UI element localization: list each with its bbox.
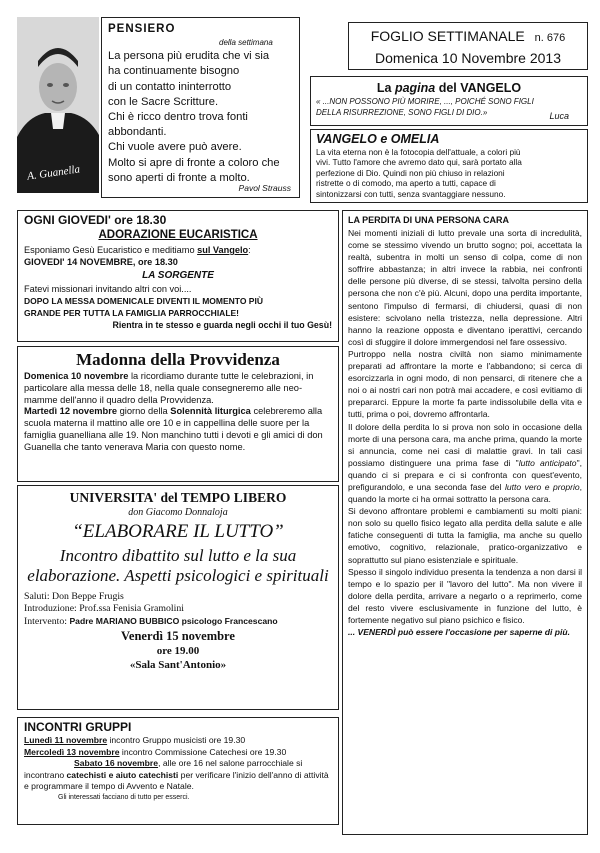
incontri-bold-text: catechisti e aiuto catechisti xyxy=(66,769,179,780)
perdita-italic: lutto vero e proprio xyxy=(504,481,580,492)
vangelo-title-pre: La xyxy=(376,81,395,95)
omelia-line: perfezione di Dio. Quindi non più chiuso in relazioni xyxy=(316,167,505,178)
foglio-header-box xyxy=(348,22,588,70)
madonna-paragraph xyxy=(24,371,332,406)
intervento-label: Intervento: xyxy=(24,616,70,627)
portrait-signature: A. Guanella xyxy=(26,163,81,183)
omelia-line: ristrette o di comodo, ma aperto a tutti, capace di xyxy=(316,178,496,189)
incontri-box xyxy=(17,717,339,825)
pensiero-title: PENSIERO xyxy=(108,23,176,35)
pensiero-subtitle: della settimana xyxy=(219,38,273,47)
adorazione-link-text: sul Vangelo xyxy=(197,245,249,255)
omelia-line: La vita eterna non è la fotocopia dell'attuale, a colori più xyxy=(316,147,521,157)
foglio-number: n. 676 xyxy=(534,32,566,44)
madonna-text: giorno della xyxy=(117,406,171,417)
foglio-title-row xyxy=(349,26,587,48)
incontri-text: incontro Commissione Catechesi ore 19.30 xyxy=(119,746,287,757)
incontri-title: INCONTRI GRUPPI xyxy=(24,720,132,734)
perdita-paragraph: Spesso il singolo individuo presenta la tendenza a non darsi il tempo e lo spazio per il "lavoro del lutto". Ma non vivere il dolore della perdita, arrivare a negarlo o a reprimerlo, come del resto vivere esclusivamente in funzione del lutto, è fortemente negativo sul piano psichico e fisico. xyxy=(348,566,582,625)
pensiero-line: Chi è ricco dentro trova fonti xyxy=(108,111,248,124)
incontri-date: Lunedì 11 novembre xyxy=(24,735,108,745)
universita-time: ore 19.00 xyxy=(156,645,200,657)
perdita-text: , quando la morte ci ha ormai sottratto la persona cara. xyxy=(348,481,583,505)
incontri-text: incontro Gruppo musicisti ore 19.30 xyxy=(107,735,246,745)
adorazione-title: ADORAZIONE EUCARISTICA xyxy=(98,229,258,241)
incontri-note: Gli interessati facciano di tutto per esserci. xyxy=(58,793,190,801)
madonna-bold-text: Solennità liturgica xyxy=(170,406,251,417)
pensiero-author: Pavol Strauss xyxy=(238,183,291,193)
perdita-title: LA PERDITA DI UNA PERSONA CARA xyxy=(348,215,510,225)
universita-date: Venerdì 15 novembre xyxy=(121,629,235,643)
pensiero-line: Chi vuole avere può avere. xyxy=(108,141,242,154)
pensiero-line: La persona più erudita che vi sia xyxy=(108,50,270,63)
pensiero-line: con le Sacre Scritture. xyxy=(108,95,219,108)
universita-box xyxy=(17,485,339,710)
adorazione-heading: OGNI GIOVEDI' ore 18.30 xyxy=(24,213,167,227)
universita-saluti: Saluti: Don Beppe Frugis xyxy=(24,591,124,602)
vangelo-quote-line: DELLA RISURREZIONE, SONO FIGLI DI DIO.» xyxy=(316,108,488,117)
vangelo-title xyxy=(316,80,582,96)
adorazione-text: : xyxy=(248,245,251,255)
incontri-date: Sabato 16 novembre xyxy=(74,758,159,769)
incontri-row xyxy=(24,758,332,793)
adorazione-closing: Rientra in te stesso e guarda negli occhi il tuo Gesù! xyxy=(112,320,332,330)
omelia-box xyxy=(310,129,588,203)
vangelo-title-em: pagina xyxy=(394,81,436,95)
universita-intervento xyxy=(24,615,332,628)
universita-event-title: “ELABORARE IL LUTTO” xyxy=(72,521,284,542)
madonna-text: celebreremo alla scuola materna il mattino alle ore 10 e in cappellina delle suore per la famiglia guanelliana alle 19. Non manchino tutti i devoti e gli amici di don Guanella che tanto venerava Maria con questo nome. xyxy=(24,406,323,452)
adorazione-box xyxy=(17,210,339,342)
madonna-date: Martedì 12 novembre xyxy=(24,406,118,417)
pensiero-line: Molto si apre di fronte a coloro che xyxy=(108,156,280,169)
universita-info xyxy=(24,591,332,628)
incontri-text: per verificare l'inizio dell'anno di attività e programmare il tempo di Avvento e Natale. xyxy=(24,769,329,792)
incontri-row xyxy=(24,747,332,759)
vangelo-quote-line: « ...NON POSSONO PIÙ MORIRE, ..., POICHÉ SONO FIGLI xyxy=(316,97,534,106)
sorgente-title: LA SORGENTE xyxy=(142,270,214,281)
incontri-text: , alle ore 16 nel salone parrocchiale si incontrano xyxy=(24,758,303,780)
universita-title: UNIVERSITA' del TEMPO LIBERO xyxy=(69,490,287,505)
omelia-line: vivi. Tutto l'amore che avremo dato qui, sarà portato alla xyxy=(316,157,522,168)
foglio-title: FOGLIO SETTIMANALE xyxy=(370,28,525,44)
pensiero-line: sono aperti di fronte a molto. xyxy=(108,171,250,184)
perdita-closing: ... VENERDÌ può essere l'occasione per saperne di più. xyxy=(348,627,570,638)
perdita-article xyxy=(342,210,588,835)
omelia-title: VANGELO e OMELIA xyxy=(316,132,440,146)
madonna-paragraph xyxy=(24,406,332,453)
adorazione-invite: Fatevi missionari invitando altri con voi.... xyxy=(24,284,192,294)
universita-subtitle: don Giacomo Donnaloja xyxy=(128,507,228,518)
perdita-text: Il dolore della perdita lo si prova non solo in occasione della morte di una persona cara, ma anche prima, quando la morte si annuncia, come nei casi di malattie gravi. In tali casi possiamo distinguere una prima fase di " xyxy=(348,421,582,468)
intervento-speaker: Padre MARIANO BUBBICO psicologo Francescano xyxy=(69,616,278,626)
perdita-paragraph: Purtroppo nella nostra civiltà non siamo minimamente preparati ad affrontare la morte e l'abbandono; si cerca di esorcizzarla in ogni modo, di non pensarci, di ritenere che a noi o ai nostri cari non potrà mai accadere, e così evitiamo di prepararci. Eppure la morte fa parte indissolubile della vita e tutti, prima o poi, dovremo affrontarla. xyxy=(348,348,582,420)
incontri-row xyxy=(24,735,332,747)
adorazione-date: GIOVEDI' 14 NOVEMBRE, ore 18.30 xyxy=(24,257,178,267)
pensiero-line: ha continuamente bisogno xyxy=(108,65,240,78)
pensiero-line: abbondanti. xyxy=(108,126,167,139)
perdita-paragraph: Nei momenti iniziali di lutto prevale una sorta di incredulità, come se stessimo vivendo un brutto sogno; poi, accettata la realtà, subentra in molti un senso di colpa, come di non soffrire abbastanza; in altri invece la rabbia, nei confronti delle persone più diverse, di se stessi, talvolta persino della persona che non c'è più. Alcuni, dopo una perdita importante, sentono l'impulso di fermarsi, di chiudersi, quasi di non esistere: scivolano nella tristezza, nella depressione. Altri hanno la reazione opposta e diventano iperattivi, cercando così di sfuggire il dolore immergendosi nel fare ossessivo. xyxy=(348,228,582,347)
vangelo-reference: Luca xyxy=(549,111,569,121)
perdita-paragraph: Si devono affrontare problemi e cambiamenti su molti piani: non solo su quello fisico legato alla perdita della salute e alle fatiche conseguenti di tutta la famiglia, ma anche su quello emotivo, cognitivo, relazionale, pratico-organizzativo e soprattutto sul piano esistenziale e spirituale. xyxy=(348,506,582,565)
madonna-box xyxy=(17,346,339,482)
adorazione-text: Esponiamo Gesù Eucaristico e meditiamo xyxy=(24,245,198,255)
universita-place: «Sala Sant'Antonio» xyxy=(129,659,227,671)
adorazione-bold-line: GRANDE PER TUTTA LA FAMIGLIA PARROCCHIALE! xyxy=(24,308,240,318)
omelia-line: sintonizzarsi con tutti, senza svantaggiare nessuno. xyxy=(316,188,506,199)
madonna-date: Domenica 10 novembre xyxy=(24,371,129,381)
foglio-date: Domenica 10 Novembre 2013 xyxy=(375,50,561,66)
pensiero-text xyxy=(108,49,293,186)
adorazione-line xyxy=(24,244,332,256)
pensiero-line: di un contatto ininterrotto xyxy=(108,80,232,93)
vangelo-title-post: del VANGELO xyxy=(435,81,522,95)
portrait-photo xyxy=(17,17,99,193)
pensiero-box xyxy=(101,17,300,198)
adorazione-bold-line: DOPO LA MESSA DOMENICALE DIVENTI IL MOMENTO PIÙ xyxy=(24,296,263,306)
perdita-italic: lutto anticipato xyxy=(518,457,577,468)
incontri-date: Mercoledì 13 novembre xyxy=(24,746,120,757)
universita-introduzione: Introduzione: Prof.ssa Fenisia Gramolini xyxy=(24,603,184,614)
universita-description: Incontro dibattito sul lutto e la sua elaborazione. Aspetti psicologici e spirituali xyxy=(27,546,329,585)
perdita-paragraph xyxy=(348,421,582,506)
madonna-title: Madonna della Provvidenza xyxy=(76,350,280,369)
perdita-text: ", quando ci si prepara e ci si confronta con quest'evento, prefigurandolo, e una seconda fase del xyxy=(348,457,582,492)
madonna-text: la ricordiamo durante tutte le celebrazioni, in particolare alla messa delle 18, nella quale consegneremo alle neo-mamme dell'anno il quadro della Provvidenza. xyxy=(24,371,314,405)
vangelo-box xyxy=(310,76,588,126)
